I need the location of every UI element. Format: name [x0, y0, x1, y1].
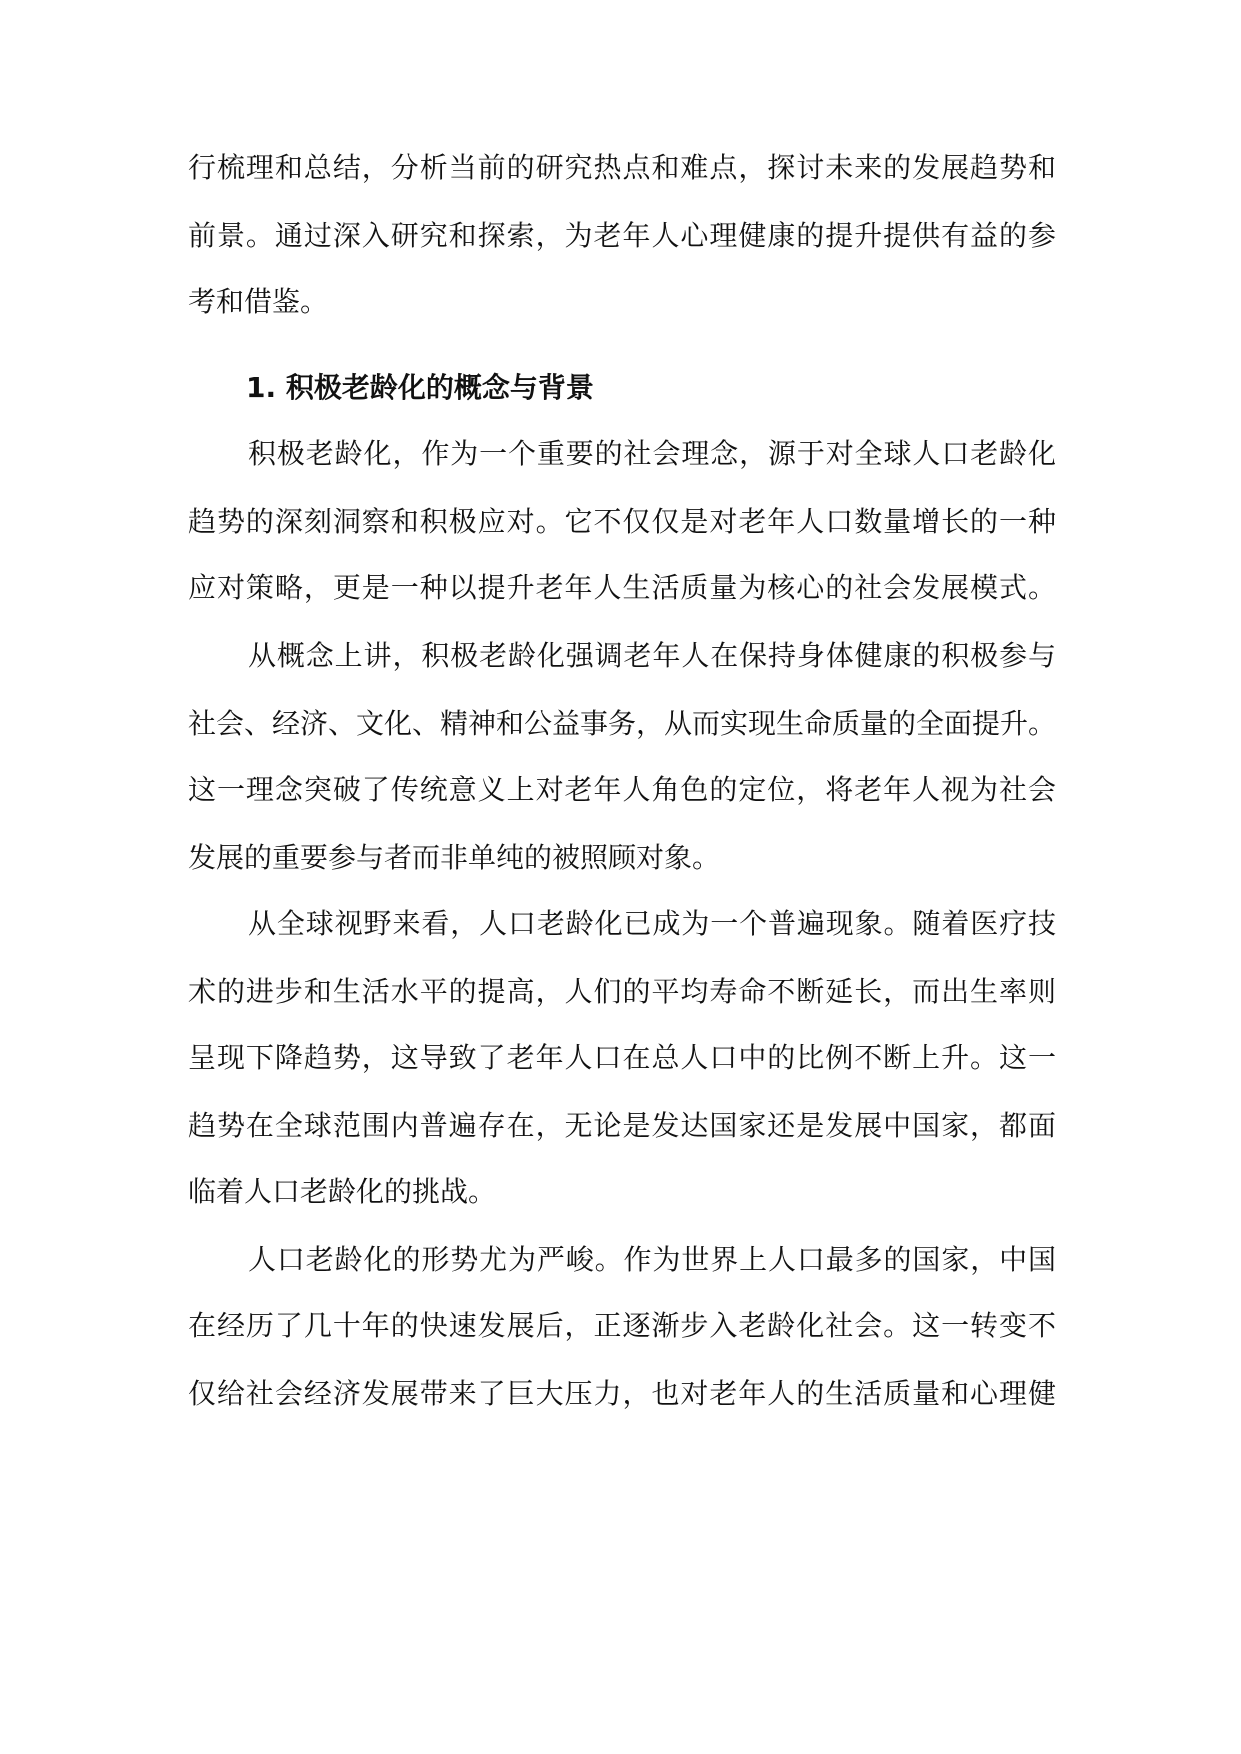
paragraph2-line-4: 发展的重要参与者而非单纯的被照顾对象。: [188, 841, 721, 874]
paragraph3-line-1: 从全球视野来看，人口老龄化已成为一个普遍现象。随着医疗技: [248, 907, 1056, 940]
paragraph1-line-2: 趋势的深刻洞察和积极应对。它不仅仅是对老年人口数量增长的一种: [188, 505, 1056, 538]
intro-line-2: 前景。通过深入研究和探索，为老年人心理健康的提升提供有益的参: [188, 219, 1056, 252]
paragraph3-line-5: 临着人口老龄化的挑战。: [188, 1175, 497, 1208]
intro-line-1: 行梳理和总结，分析当前的研究热点和难点，探讨未来的发展趋势和: [188, 151, 1056, 184]
paragraph2-line-2: 社会、经济、文化、精神和公益事务，从而实现生命质量的全面提升。: [188, 707, 1057, 740]
paragraph3-line-2: 术的进步和生活水平的提高，人们的平均寿命不断延长，而出生率则: [188, 975, 1056, 1008]
intro-line-3: 考和借鉴。: [188, 285, 329, 318]
paragraph3-line-3: 呈现下降趋势，这导致了老年人口在总人口中的比例不断上升。这一: [188, 1041, 1056, 1074]
paragraph1-line-3: 应对策略，更是一种以提升老年人生活质量为核心的社会发展模式。: [188, 571, 1056, 604]
paragraph2-line-3: 这一理念突破了传统意义上对老年人角色的定位，将老年人视为社会: [188, 773, 1056, 806]
paragraph1-line-1: 积极老龄化，作为一个重要的社会理念，源于对全球人口老龄化: [248, 437, 1056, 470]
paragraph4-line-2: 在经历了几十年的快速发展后，正逐渐步入老龄化社会。这一转变不: [188, 1309, 1056, 1342]
paragraph3-line-4: 趋势在全球范围内普遍存在，无论是发达国家还是发展中国家，都面: [188, 1109, 1056, 1142]
paragraph2-line-1: 从概念上讲，积极老龄化强调老年人在保持身体健康的积极参与: [248, 639, 1056, 672]
paragraph4-line-1: 人口老龄化的形势尤为严峻。作为世界上人口最多的国家，中国: [248, 1243, 1056, 1276]
section-heading: 1. 积极老龄化的概念与背景: [246, 371, 594, 404]
paragraph4-line-3: 仅给社会经济发展带来了巨大压力，也对老年人的生活质量和心理健: [188, 1377, 1056, 1410]
